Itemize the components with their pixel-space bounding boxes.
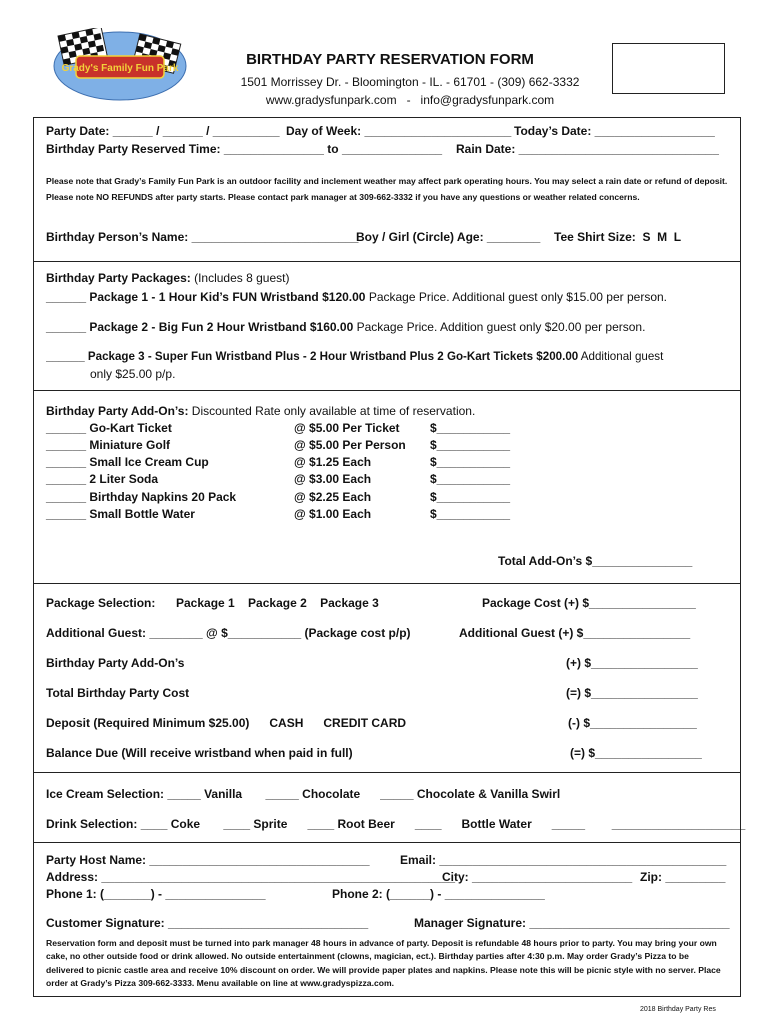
gender-age-field[interactable]: Boy / Girl (Circle) Age: ________ xyxy=(356,230,541,244)
additional-guest-field[interactable]: Additional Guest: ________ @ $___________ (Package cost p/p) xyxy=(46,626,411,640)
addon-amount[interactable]: $___________ xyxy=(430,438,511,452)
package-2-note: Package Price. Addition guest only $20.00 per person. xyxy=(353,320,646,334)
addon-amount[interactable]: $___________ xyxy=(430,472,511,486)
reservation-terms: Reservation form and deposit must be turned into park manager 48 hours in advance of party. Deposit is refundable 48 hours prior to party. You may bring your own cake, no other outside food or drink allowed. No outside entertainment (clowns, magician, ect.). Birthday parties after 4:30 p.m. May order Grady’s Pizza to be delivered to picnic castle area and receive 10% discount on order. We will provide paper plates and napkins. Please note this will be picnic style with no server. Place order at Grady’s Pizza 309-662-3333. Menu available on line at www.gradyspizza.com. xyxy=(46,938,721,989)
package-option[interactable] xyxy=(46,290,667,304)
addons-cost-label: Birthday Party Add-On’s xyxy=(46,656,185,670)
form-code: 2018 Birthday Party Res xyxy=(640,1006,716,1013)
email-field[interactable]: Email: ___________________________________________ xyxy=(400,853,727,867)
office-use-box xyxy=(612,43,725,94)
addon-amount[interactable]: $___________ xyxy=(430,490,511,504)
address-line: 1501 Morrissey Dr. - Bloomington - IL. - 61701 - (309) 662-3332 xyxy=(240,75,580,89)
package-3-note: Additional guest xyxy=(578,350,664,363)
package-option[interactable] xyxy=(46,320,645,334)
package-cost-field[interactable]: Package Cost (+) $________________ xyxy=(482,596,696,610)
packages-heading xyxy=(46,271,289,285)
addon-amount[interactable]: $___________ xyxy=(430,421,511,435)
deposit-field[interactable]: Deposit (Required Minimum $25.00) CASH CREDIT CARD xyxy=(46,716,407,730)
rain-date-field[interactable]: Rain Date: ______________________________ xyxy=(456,142,719,156)
total-cost-field[interactable]: (=) $________________ xyxy=(566,686,698,700)
todays-date-field[interactable]: Today’s Date: __________________ xyxy=(514,124,715,138)
total-cost-label: Total Birthday Party Cost xyxy=(46,686,190,700)
balance-due-field[interactable]: (=) $________________ xyxy=(570,746,702,760)
addon-rate: @ $5.00 Per Person xyxy=(294,438,406,452)
customer-signature-field[interactable]: Customer Signature: ______________________________ xyxy=(46,916,369,930)
packages-heading-note: (Includes 8 guest) xyxy=(190,271,290,285)
addon-rate: @ $1.00 Each xyxy=(294,507,372,521)
deposit-amount-field[interactable]: (-) $________________ xyxy=(568,716,697,730)
addon-item[interactable]: ______ Small Bottle Water xyxy=(46,507,195,521)
tee-shirt-size-field[interactable]: Tee Shirt Size: S M L xyxy=(554,230,682,244)
zip-field[interactable]: Zip: _________ xyxy=(640,870,726,884)
addon-rate: @ $5.00 Per Ticket xyxy=(294,421,400,435)
addon-item[interactable]: ______ Birthday Napkins 20 Pack xyxy=(46,490,237,504)
logo xyxy=(44,28,194,102)
package-3-label: ______ Package 3 - Super Fun Wristband Plus - 2 Hour Wristband Plus 2 Go-Kart Tickets $200.00 xyxy=(46,350,579,363)
divider xyxy=(33,583,741,584)
addon-rate: @ $1.25 Each xyxy=(294,455,372,469)
addons-heading xyxy=(46,404,475,418)
phone-2-field[interactable]: Phone 2: (______) - _______________ xyxy=(332,887,545,901)
package-selection-options[interactable]: Package 1 Package 2 Package 3 xyxy=(176,596,379,610)
phone-1-field[interactable]: Phone 1: (_______) - _______________ xyxy=(46,887,266,901)
balance-due-label: Balance Due (Will receive wristband when paid in full) xyxy=(46,746,353,760)
birthday-person-name-field[interactable]: Birthday Person’s Name: _________________________ xyxy=(46,230,359,244)
web-line: www.gradysfunpark.com - info@gradysfunpark.com xyxy=(265,93,555,107)
addon-item[interactable]: ______ Miniature Golf xyxy=(46,438,171,452)
addon-amount[interactable]: $___________ xyxy=(430,455,511,469)
package-2-label: ______ Package 2 - Big Fun 2 Hour Wristband $160.00 xyxy=(46,320,354,334)
package-selection-label: Package Selection: xyxy=(46,596,156,610)
package-1-note: Package Price. Additional guest only $15.00 per person. xyxy=(365,290,668,304)
divider xyxy=(33,261,741,262)
day-of-week-field[interactable]: Day of Week: ______________________ xyxy=(286,124,512,138)
addon-rate: @ $3.00 Each xyxy=(294,472,372,486)
total-addons-field[interactable]: Total Add-On’s $_______________ xyxy=(498,554,693,568)
weather-note: Please note that Grady’s Family Fun Park is an outdoor facility and inclement weather may affect park operating hours. You may select a rain date or refund of deposit. Please note NO REFUNDS after party starts. Please contact park manager at 309-662-3332 if you have any questions or weather related concerns. xyxy=(46,176,728,202)
divider xyxy=(33,390,741,391)
address-field[interactable]: Address: _____________________________________________________ xyxy=(46,870,456,884)
package-1-label: ______ Package 1 - 1 Hour Kid’s FUN Wristband $120.00 xyxy=(46,290,366,304)
reserved-time-field[interactable]: Birthday Party Reserved Time: _______________ to _______________ xyxy=(46,142,443,156)
host-name-field[interactable]: Party Host Name: _________________________________ xyxy=(46,853,370,867)
addons-heading-label: Birthday Party Add-On’s: xyxy=(46,404,189,418)
package-3-continuation: only $25.00 p/p. xyxy=(90,367,176,381)
drink-selection[interactable]: Drink Selection: ____ Coke ____ Sprite ____ Root Beer ____ Bottle Water _____ ____________________ xyxy=(46,817,746,831)
divider xyxy=(33,772,741,773)
city-field[interactable]: City: ________________________ xyxy=(442,870,633,884)
additional-guest-cost-field[interactable]: Additional Guest (+) $________________ xyxy=(459,626,691,640)
addon-item[interactable]: ______ Small Ice Cream Cup xyxy=(46,455,209,469)
addon-rate: @ $2.25 Each xyxy=(294,490,372,504)
divider xyxy=(33,842,741,843)
logo-text: Grady's Family Fun Park xyxy=(61,63,179,74)
packages-heading-label: Birthday Party Packages: xyxy=(46,271,191,285)
ice-cream-selection[interactable]: Ice Cream Selection: _____ Vanilla _____ Chocolate _____ Chocolate & Vanilla Swirl xyxy=(46,787,561,801)
manager-signature-field[interactable]: Manager Signature: ______________________________ xyxy=(414,916,730,930)
addon-amount[interactable]: $___________ xyxy=(430,507,511,521)
addons-cost-field[interactable]: (+) $________________ xyxy=(566,656,698,670)
package-option[interactable] xyxy=(46,349,736,363)
addons-heading-note: Discounted Rate only available at time of reservation. xyxy=(188,404,476,418)
addon-item[interactable]: ______ Go-Kart Ticket xyxy=(46,421,172,435)
party-date-field[interactable]: Party Date: ______ / ______ / __________ xyxy=(46,124,280,138)
addon-item[interactable]: ______ 2 Liter Soda xyxy=(46,472,159,486)
logo-graphic xyxy=(44,28,194,102)
form-title: BIRTHDAY PARTY RESERVATION FORM xyxy=(246,51,534,68)
